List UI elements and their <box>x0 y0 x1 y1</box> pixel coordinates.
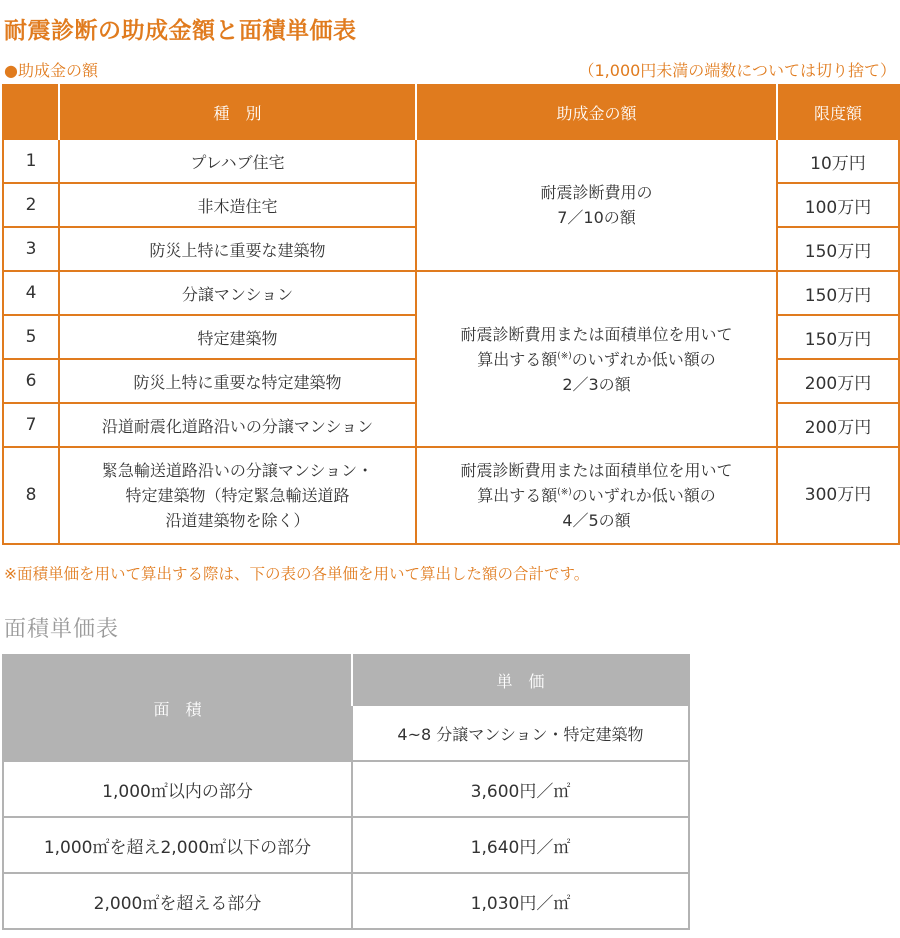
subsidy-table-header <box>3 85 899 139</box>
footnote: ※面積単価を用いて算出する際は、下の表の各単価を用いて算出した額の合計です。 <box>4 565 590 583</box>
amount-b-line2-text: 算出する額 <box>477 349 558 369</box>
row-limit: 150万円 <box>777 271 899 315</box>
row-type <box>59 447 416 544</box>
row-limit: 150万円 <box>777 227 899 271</box>
row-limit: 10万円 <box>777 139 899 183</box>
row-type: 沿道耐震化道路沿いの分譲マンション <box>59 403 416 447</box>
unit-price-table <box>2 654 690 930</box>
header-amount: 助成金の額 <box>416 85 777 139</box>
amount-c-line1: 耐震診断費用または面積単位を用いて <box>460 461 733 480</box>
row-type-line: 特定建築物（特定緊急輸送道路 <box>125 486 350 505</box>
row-number: 8 <box>3 447 59 544</box>
area-cell: 2,000㎡を超える部分 <box>3 873 352 929</box>
row-limit: 300万円 <box>777 447 899 544</box>
amount-c-line2-tail: のいずれか低い額の <box>571 486 716 505</box>
price-cell: 1,640円／㎡ <box>352 817 689 873</box>
row-limit: 200万円 <box>777 359 899 403</box>
header-area: 面 積 <box>3 655 352 761</box>
row-limit: 100万円 <box>777 183 899 227</box>
footnote-marker: (※) <box>557 487 572 498</box>
amount-c-line2 <box>417 483 776 508</box>
subsidy-table <box>2 84 900 545</box>
amount-b-line2-tail: のいずれか低い額の <box>571 349 716 369</box>
row-number: 3 <box>3 227 59 271</box>
area-cell: 1,000㎡以内の部分 <box>3 761 352 817</box>
amount-b-line3: 2／3の額 <box>562 374 631 394</box>
row-number: 1 <box>3 139 59 183</box>
price-cell: 1,030円／㎡ <box>352 873 689 929</box>
row-number: 4 <box>3 271 59 315</box>
table-row <box>3 271 899 315</box>
row-number: 2 <box>3 183 59 227</box>
row-limit: 200万円 <box>777 403 899 447</box>
table-row <box>3 817 689 873</box>
row-type: 防災上特に重要な特定建築物 <box>59 359 416 403</box>
row-type: 分譲マンション <box>59 271 416 315</box>
subsidy-label: ●助成金の額 <box>4 61 98 80</box>
header-category: 4~8 分譲マンション・特定建築物 <box>352 705 689 761</box>
header-type: 種 別 <box>59 85 416 139</box>
amount-group-b <box>416 271 777 447</box>
table-row <box>3 139 899 183</box>
amount-a-line2: 7／10の額 <box>557 208 636 227</box>
amount-c-line2-text: 算出する額 <box>477 486 558 505</box>
row-type: 特定建築物 <box>59 315 416 359</box>
row-number: 6 <box>3 359 59 403</box>
row-number: 7 <box>3 403 59 447</box>
row-type: 非木造住宅 <box>59 183 416 227</box>
row-type: 防災上特に重要な建築物 <box>59 227 416 271</box>
amount-b-line1: 耐震診断費用または面積単位を用いて <box>460 324 733 344</box>
amount-c-line3: 4／5の額 <box>562 511 631 530</box>
table-row <box>3 873 689 929</box>
row-type-line: 沿道建築物を除く） <box>165 511 310 530</box>
area-cell: 1,000㎡を超え2,000㎡以下の部分 <box>3 817 352 873</box>
amount-group-a <box>416 139 777 271</box>
rounding-note: （1,000円未満の端数については切り捨て） <box>578 61 896 80</box>
footnote-marker: (※) <box>557 351 572 362</box>
unit-table-header <box>3 655 689 705</box>
header-unit-price: 単 価 <box>352 655 689 705</box>
unit-price-title: 面積単価表 <box>4 617 120 642</box>
amount-b-line2 <box>417 347 776 372</box>
page-title: 耐震診断の助成金額と面積単価表 <box>4 18 357 44</box>
header-no <box>3 85 59 139</box>
subsidy-subheader <box>4 58 898 80</box>
table-row <box>3 447 899 544</box>
row-limit: 150万円 <box>777 315 899 359</box>
row-type-line: 緊急輸送道路沿いの分譲マンション・ <box>101 461 374 480</box>
row-number: 5 <box>3 315 59 359</box>
header-limit: 限度額 <box>777 85 899 139</box>
table-row <box>3 761 689 817</box>
price-cell: 3,600円／㎡ <box>352 761 689 817</box>
amount-group-c <box>416 447 777 544</box>
row-type: プレハブ住宅 <box>59 139 416 183</box>
amount-a-line1: 耐震診断費用の <box>540 183 653 202</box>
